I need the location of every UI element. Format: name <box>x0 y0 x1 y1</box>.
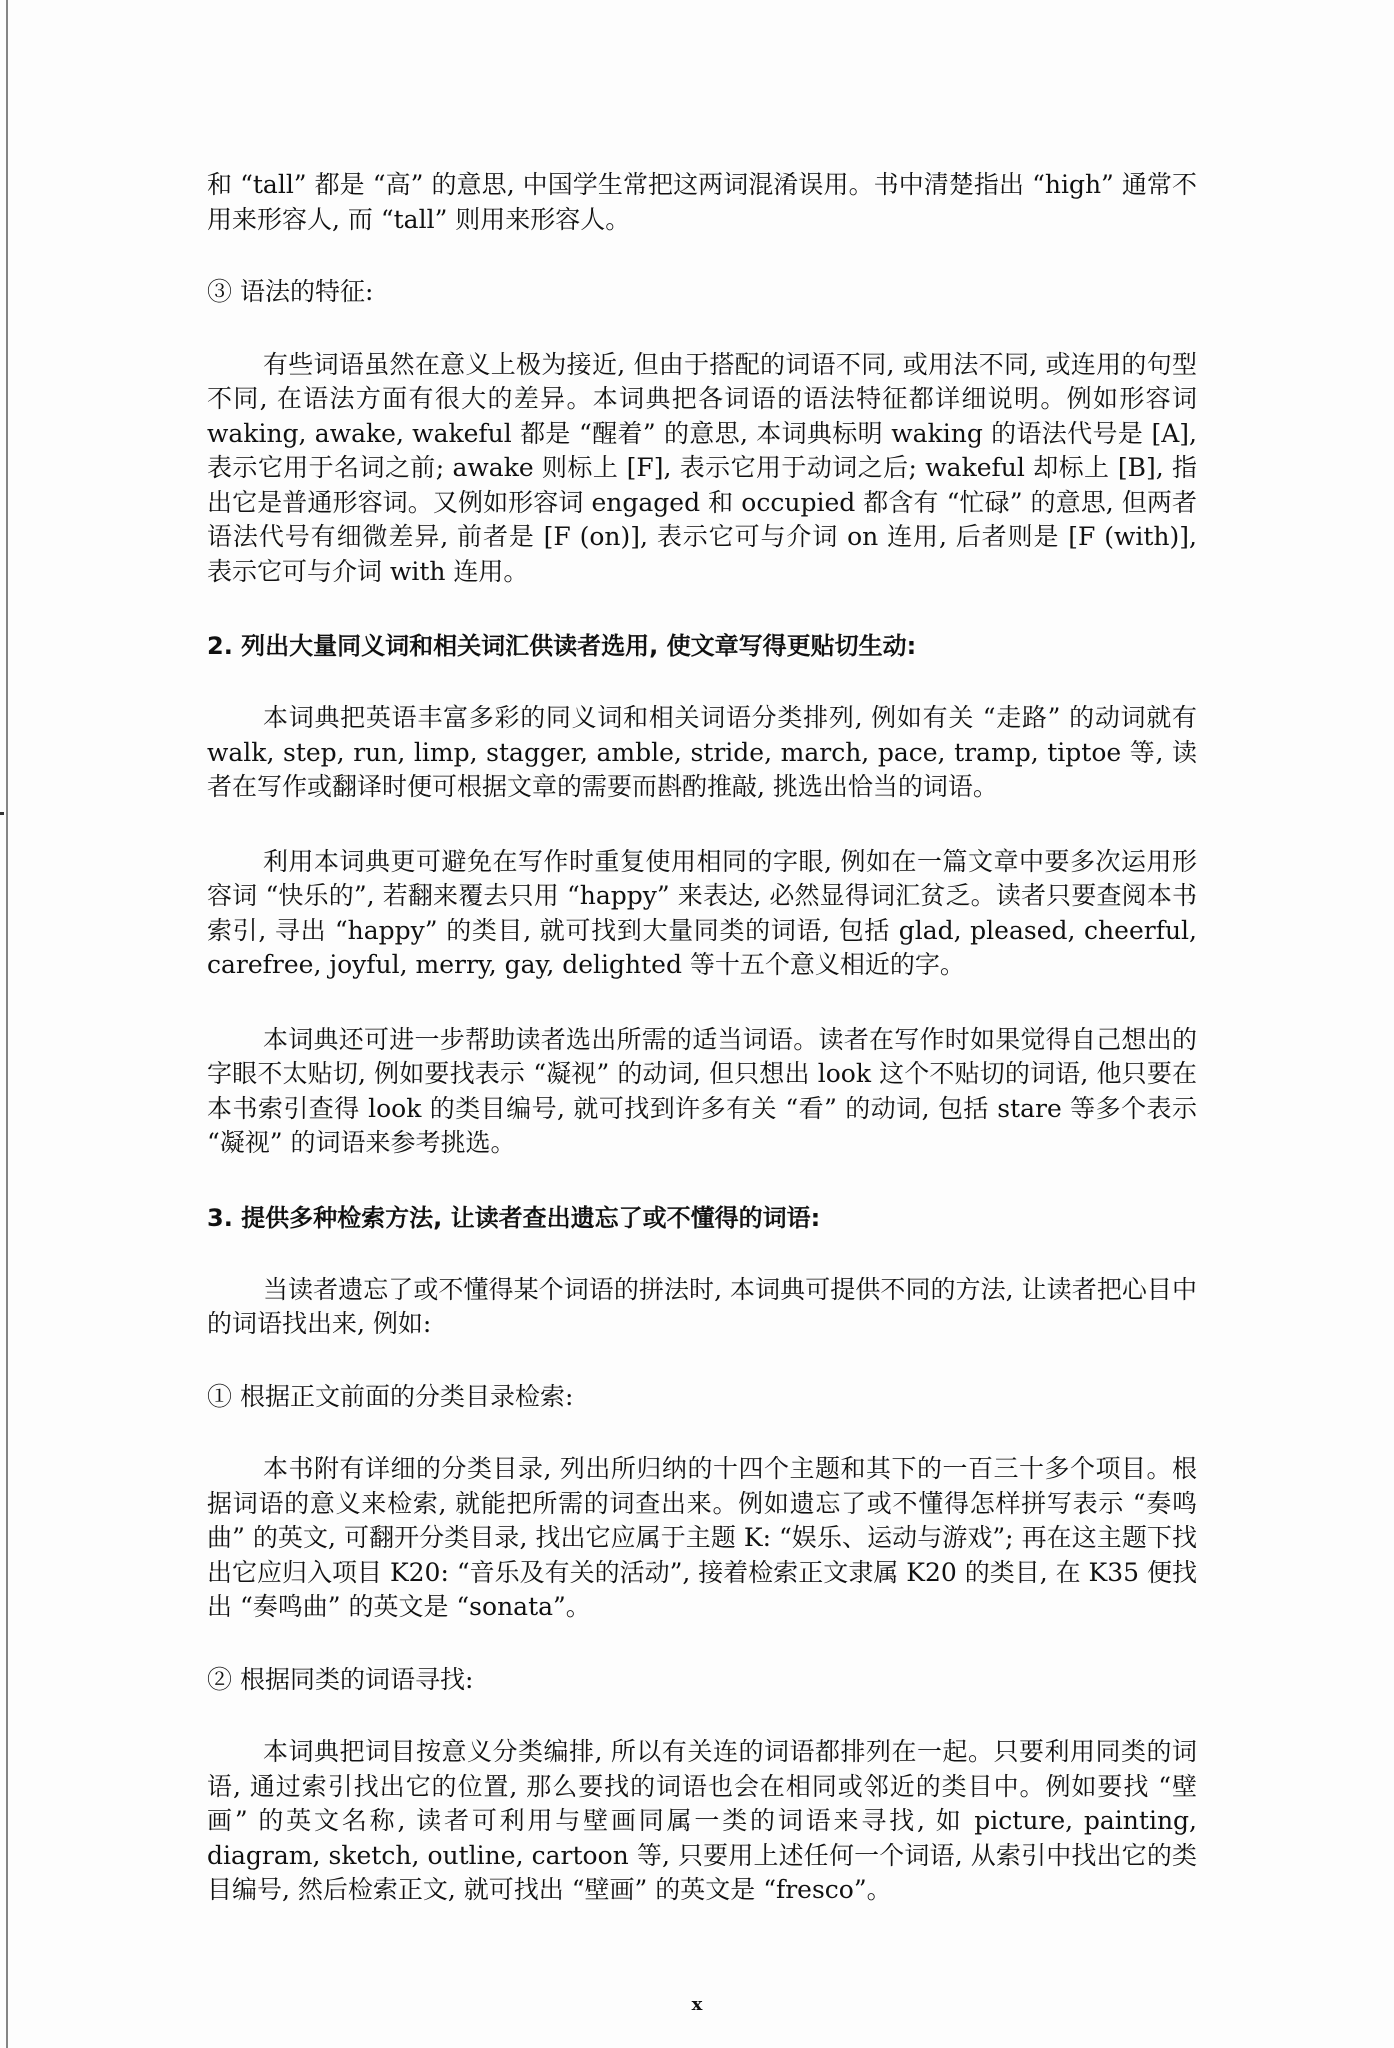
section-3-paragraph-1: 当读者遗忘了或不懂得某个词语的拼法时, 本词典可提供不同的方法, 让读者把心目中的词语找出来, 例如: <box>207 1274 1197 1338</box>
grammar-paragraph: 有些词语虽然在意义上极为接近, 但由于搭配的词语不同, 或用法不同, 或连用的句型不同, 在语法方面有很大的差异。本词典把各词语的语法特征都详细说明。例如形容词 waking, awake, wakeful 都是 “醒着” 的意思, 本词典标明 waking 的语法代号是 [A], 表示它用于名词之前; awake 则标上 [F], 表示它用于动词之后; wakeful 却标上 [B], 指出它是普通形容词。又例如形容词 engaged 和 occupied 都含有 “忙碌” 的意思, 但两者语法代号有细微差异, 前者是 [F (on)], 表示它可与介词 on 连用, 后者则是 [F (with)], 表示它可与介词 with 连用。 <box>207 349 1197 586</box>
method-2-paragraph: 本词典把词目按意义分类编排, 所以有关连的词语都排列在一起。只要利用同类的词语, 通过索引找出它的位置, 那么要找的词语也会在相同或邻近的类目中。例如要找 “壁画” 的英文名称, 读者可利用与壁画同属一类的词语来寻找, 如 picture, painting, diagram, sketch, outline, cartoon 等, 只要用上述任何一个词语, 从索引中找出它的类目编号, 然后检索正文, 就可找出 “壁画” 的英文是 “fresco”。 <box>207 1737 1197 1904</box>
method-2-subheading: ② 根据同类的词语寻找: <box>207 1664 474 1694</box>
grammar-subheading: ③ 语法的特征: <box>207 277 374 306</box>
section-2-paragraph-3: 本词典还可进一步帮助读者选出所需的适当词语。读者在写作时如果觉得自己想出的字眼不太贴切, 例如要找表示 “凝视” 的动词, 但只想出 look 这个不贴切的词语, 他只要在本书索引查得 look 的类目编号, 就可找到许多有关 “看” 的动词, 包括 stare 等多个表示 “凝视” 的词语来参考挑选。 <box>207 1024 1197 1157</box>
page-content <box>207 168 1197 1908</box>
section-2-paragraph-1: 本词典把英语丰富多彩的同义词和相关词语分类排列, 例如有关 “走路” 的动词就有 walk, step, run, limp, stagger, amble, stride, march, pace, tramp, tiptoe 等, 读者在写作或翻译时便可根据文章的需要而斟酌推敲, 挑选出恰当的词语。 <box>207 703 1197 801</box>
section-2-heading: 2. 列出大量同义词和相关词汇供读者选用, 使文章写得更贴切生动: <box>207 632 917 660</box>
section-2-paragraph-2: 利用本词典更可避免在写作时重复使用相同的字眼, 例如在一篇文章中要多次运用形容词 “快乐的”, 若翻来覆去只用 “happy” 来表达, 必然显得词汇贫乏。读者只要查阅本书索引, 寻出 “happy” 的类目, 就可找到大量同类的词语, 包括 glad, pleased, cheerful, carefree, joyful, merry, gay, delighted 等十五个意义相近的字。 <box>207 846 1197 979</box>
method-1-subheading: ① 根据正文前面的分类目录检索: <box>207 1381 574 1411</box>
section-3-heading: 3. 提供多种检索方法, 让读者查出遗忘了或不懂得的词语: <box>207 1203 821 1232</box>
scan-edge-line <box>6 0 8 2048</box>
scan-edge-mark <box>0 812 4 815</box>
method-1-paragraph: 本书附有详细的分类目录, 列出所归纳的十四个主题和其下的一百三十多个项目。根据词语的意义来检索, 就能把所需的词查出来。例如遗忘了或不懂得怎样拼写表示 “奏鸣曲” 的英文, 可翻开分类目录, 找出它应属于主题 K: “娱乐、运动与游戏”; 再在这主题下找出它应归入项目 K20: “音乐及有关的活动”, 接着检索正文隶属 K20 的类目, 在 K35 便找出 “奏鸣曲” 的英文是 “sonata”。 <box>207 1454 1197 1621</box>
intro-paragraph: 和 “tall” 都是 “高” 的意思, 中国学生常把这两词混淆误用。书中清楚指出 “high” 通常不用来形容人, 而 “tall” 则用来形容人。 <box>207 170 1197 234</box>
page-number: x <box>691 1994 703 2015</box>
